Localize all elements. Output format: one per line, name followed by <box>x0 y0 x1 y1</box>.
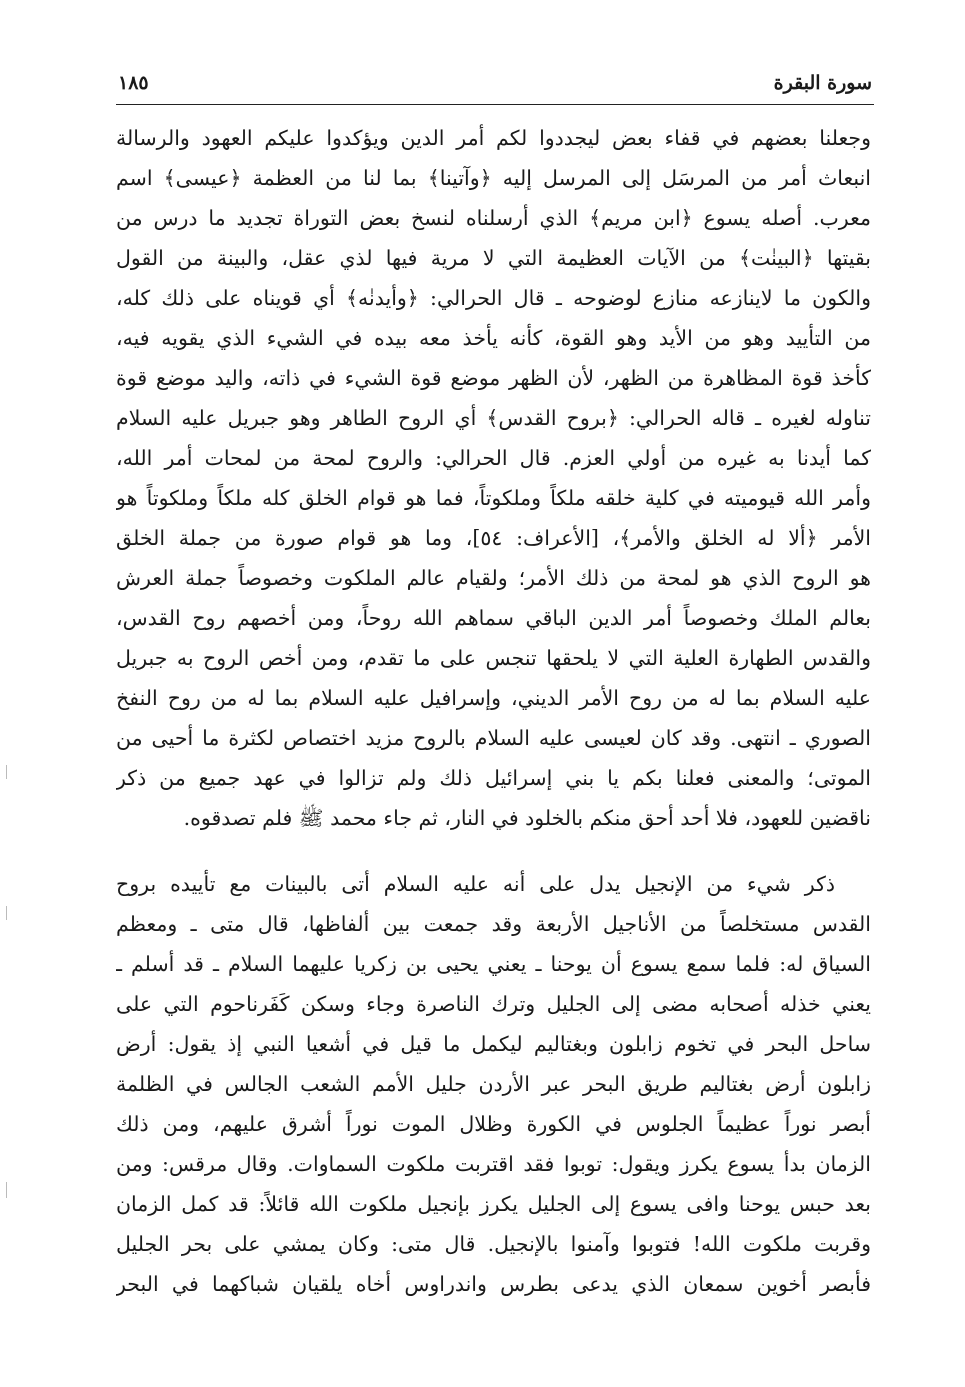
text-line: والكون ما لاينازعه منازع لوضوحه ـ قال الحرالي: ﴿وأيدنٰه﴾ أي قويناه على ذلك كله، <box>116 286 871 310</box>
text-line: وقربت ملكوت الله! فتوبوا وآمنوا بالإنجيل. قال متى: وكان يمشي على بحر الجليل <box>116 1232 871 1256</box>
scan-margin-mark <box>6 906 7 920</box>
text-line: ذكر شيء من الإنجيل يدل على أنه عليه السلام أتى بالبينات مع تأييده بروح <box>116 872 835 896</box>
text-line: وجعلنا بعضهم في قفاء بعض ليجددوا لكم أمر الدين ويؤكدوا عليكم العهود والرسالة <box>116 126 871 150</box>
running-header <box>118 68 872 98</box>
text-line: بعد حبس يوحنا وافى يسوع إلى الجليل يكرز بإنجيل ملكوت الله قائلاً: قد كمل الزمان <box>116 1192 871 1216</box>
text-line: والقدس الطهارة العلية التي لا يلحقها تنجس على ما تقدم، ومن أخص الروح به جبريل <box>116 646 871 670</box>
text-line: الزمان بدأ يسوع يكرز ويقول: توبوا فقد اقتربت ملكوت السماوات. وقال مرقس: ومن <box>116 1152 871 1176</box>
gospel-paragraph <box>116 864 871 1304</box>
page-number: ١٨٥ <box>118 72 149 94</box>
text-line: ساحل البحر في تخوم زابلون وبغتاليم ليكمل ما قيل في أشعيا النبي إذ يقول: أرض <box>116 1032 871 1056</box>
scan-margin-mark <box>6 1182 7 1198</box>
text-line: أبصر نوراً عظيماً الجلوس في الكورة وظلال الموت نوراً أشرق عليهم، ومن ذلك <box>116 1112 871 1136</box>
text-line: هو الروح الذي هو لمحة من ذلك الأمر؛ ولقيام عالم الملكوت وخصوصاً جملة العرش <box>116 566 871 590</box>
text-line: كأخذ قوة المظاهرة من الظهر، لأن الظهر موضع قوة الشيء في ذاته، واليد موضع قوة <box>116 366 871 390</box>
text-line: الصوري ـ انتهى. وقد كان لعيسى عليه السلام بالروح مزيد اختصاص لكثرة ما أحيى من <box>116 726 871 750</box>
text-line: بعالم الملك وخصوصاً أمر الدين الباقي سماهم الله روحاً، ومن أخصهم روح القدس، <box>116 606 871 630</box>
text-line: السياق له: فلما سمع يسوع أن يوحنا ـ يعني يحيى بن زكريا عليهما السلام ـ قد أسلم ـ <box>116 952 871 976</box>
text-line: فأبصر أخوين سمعان الذي يدعى بطرس واندراوس أخاه يلقيان شباكهما في البحر <box>116 1272 871 1296</box>
text-line: تناوله لغيره ـ قاله الحرالي: ﴿بروح القدس﴾ أي الروح الطاهر وهو جبريل عليه السلام <box>116 406 871 430</box>
scan-margin-mark <box>6 765 7 779</box>
text-line: انبعاث أمر من المرسَل إلى المرسل إليه ﴿وآتينا﴾ بما لنا من العظمة ﴿عيسى﴾ اسم <box>116 166 871 190</box>
text-line: القدس مستخلصاً من الأناجيل الأربعة وقد جمعت بين ألفاظها، قال متى ـ ومعظم <box>116 912 871 936</box>
text-line: ناقضين للعهود، فلا أحد أحق منكم بالخلود في النار، ثم جاء محمد ﷺ فلم تصدقوه. <box>183 806 871 830</box>
tafsir-paragraph <box>116 118 871 838</box>
text-line: الموتى؛ والمعنى فعلنا بكم يا بني إسرائيل ذلك ولم تزالوا في عهد جميع من ذكر <box>116 766 871 790</box>
text-line: وأمر الله قيوميته في كلية خلقه ملكاً وملكوتاً، فما هو قوام الخلق كله ملكاً وملكوتاً هو <box>116 486 871 510</box>
text-line: الأمر ﴿ألا له الخلق والأمر﴾، [الأعراف: ٥٤]، وما هو قوام صورة من جملة الخلق <box>116 526 871 550</box>
text-line: من التأييد وهو من الأيد وهو القوة، كأنه يأخذ معه بيده في الشيء الذي يقويه فيه، <box>116 326 871 350</box>
text-line: معرب. أصله يسوع ﴿ابن مريم﴾ الذي أرسلناه لنسخ بعض التوراة تجديد ما درس من <box>116 206 871 230</box>
text-line: بقيتها ﴿البينٰت﴾ من الآيات العظيمة التي لا مرية فيها لذي عقل، والبينة من القول <box>116 246 871 270</box>
header-rule <box>116 104 874 105</box>
text-line: عليه السلام بما له من روح الأمر الديني، وإسرافيل عليه السلام بما له من روح النفخ <box>116 686 871 710</box>
text-line: يعني خذله أصحابه مضى إلى الجليل وترك الناصرة وجاء وسكن كَفَرناحوم التي على <box>116 992 871 1016</box>
surah-title: سورة البقرة <box>773 72 872 94</box>
text-line: زابلون أرض بغتاليم طريق البحر عبر الأردن جليل الأمم الشعب الجالس في الظلمة <box>116 1072 871 1096</box>
text-line: كما أيدنا به غيره من أولي العزم. قال الحرالي: والروح لمحة من لمحات أمر الله، <box>116 446 871 470</box>
